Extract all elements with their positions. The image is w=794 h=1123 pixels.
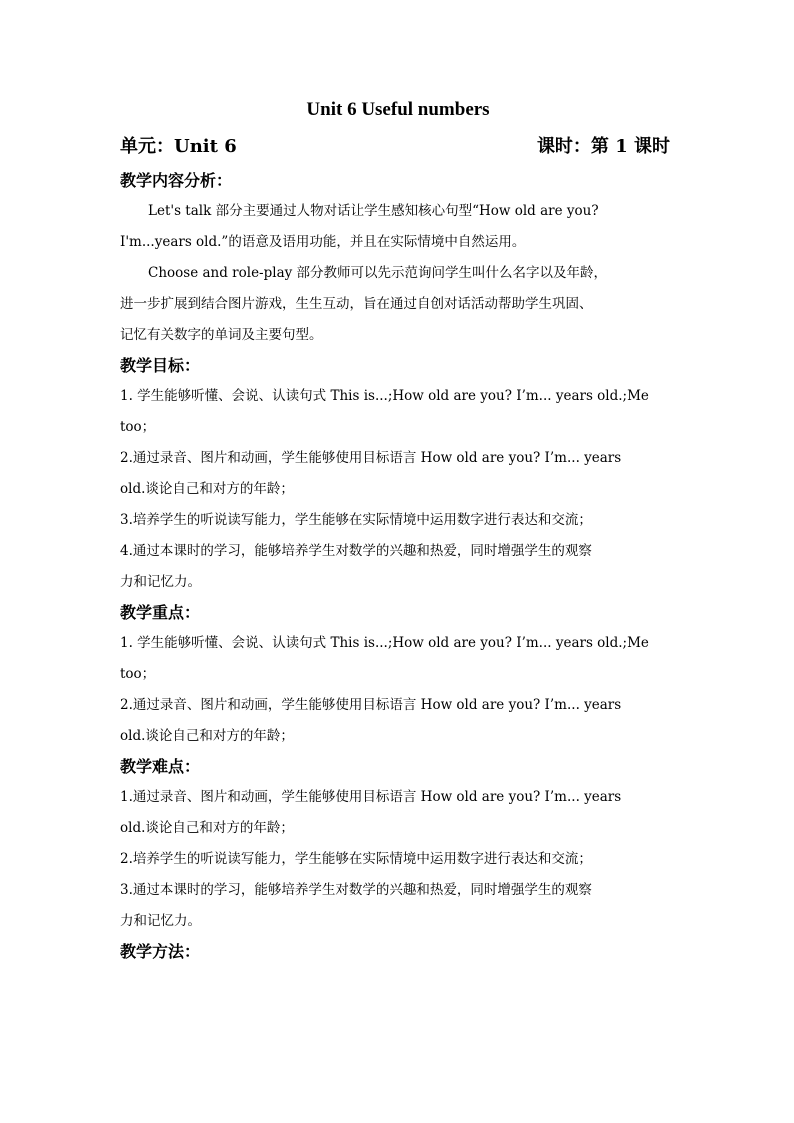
list-item-line: 1. 学生能够听懂、会说、认读句式 This is...;How old are you? I’m... years old.;Me bbox=[120, 635, 649, 651]
list-item-line: 力和记忆力。 bbox=[120, 913, 201, 929]
list-item-line: old.谈论自己和对方的年龄； bbox=[120, 481, 294, 497]
section-heading-methods: 教学方法： bbox=[120, 942, 201, 961]
document-title: Unit 6 Useful numbers bbox=[306, 99, 490, 120]
list-item-line: 3.通过本课时的学习，能够培养学生对数学的兴趣和热爱，同时增强学生的观察 bbox=[120, 882, 592, 898]
list-item bbox=[120, 782, 676, 844]
list-item-line: 2.通过录音、图片和动画，学生能够使用目标语言 How old are you? I’m... years bbox=[120, 697, 622, 713]
content-analysis-paragraph-1 bbox=[120, 196, 676, 258]
list-item-line: too； bbox=[120, 666, 156, 682]
section-heading-difficulties: 教学难点： bbox=[120, 757, 201, 776]
paragraph-line: 记忆有关数字的单词及主要句型。 bbox=[120, 327, 323, 343]
objectives-list bbox=[120, 381, 676, 598]
key-points-list bbox=[120, 628, 676, 752]
list-item-line: old.谈论自己和对方的年龄； bbox=[120, 728, 294, 744]
list-item-line: old.谈论自己和对方的年龄； bbox=[120, 820, 294, 836]
section-heading-content-analysis: 教学内容分析： bbox=[120, 171, 233, 190]
list-item bbox=[120, 536, 676, 598]
lesson-label: 课时：第 1 课时 bbox=[536, 136, 670, 157]
list-item bbox=[120, 690, 676, 752]
unit-lesson-row bbox=[120, 132, 676, 162]
list-item-line: 4.通过本课时的学习，能够培养学生对数学的兴趣和热爱，同时增强学生的观察 bbox=[120, 543, 592, 559]
list-item-line: 1.通过录音、图片和动画，学生能够使用目标语言 How old are you? I’m... years bbox=[120, 789, 622, 805]
list-item bbox=[120, 875, 676, 937]
paragraph-line: Choose and role-play 部分教师可以先示范询问学生叫什么名字以及年龄， bbox=[148, 265, 608, 281]
content-analysis-paragraph-2 bbox=[120, 258, 676, 351]
list-item bbox=[120, 381, 676, 443]
list-item-line: 1. 学生能够听懂、会说、认读句式 This is...;How old are you? I’m... years old.;Me bbox=[120, 388, 649, 404]
difficulties-list bbox=[120, 782, 676, 937]
list-item bbox=[120, 628, 676, 690]
section-heading-key-points: 教学重点： bbox=[120, 603, 201, 622]
document-body bbox=[120, 96, 676, 967]
list-item bbox=[120, 443, 676, 505]
paragraph-line: 进一步扩展到结合图片游戏，生生互动，旨在通过自创对话活动帮助学生巩固、 bbox=[120, 296, 593, 312]
paragraph-line: Let's talk 部分主要通过人物对话让学生感知核心句型“How old are you? bbox=[148, 203, 599, 219]
paragraph-line: I'm...years old.”的语意及语用功能，并且在实际情境中自然运用。 bbox=[120, 234, 526, 250]
list-item-line: too； bbox=[120, 419, 156, 435]
list-item-line: 2.通过录音、图片和动画，学生能够使用目标语言 How old are you? I’m... years bbox=[120, 450, 622, 466]
section-heading-objectives: 教学目标： bbox=[120, 356, 201, 375]
list-item-line: 2.培养学生的听说读写能力，学生能够在实际情境中运用数字进行表达和交流； bbox=[120, 851, 592, 867]
list-item-line: 力和记忆力。 bbox=[120, 574, 201, 590]
unit-label: 单元：Unit 6 bbox=[120, 136, 237, 157]
list-item bbox=[120, 844, 676, 875]
list-item-line: 3.培养学生的听说读写能力，学生能够在实际情境中运用数字进行表达和交流； bbox=[120, 512, 592, 528]
list-item bbox=[120, 505, 676, 536]
